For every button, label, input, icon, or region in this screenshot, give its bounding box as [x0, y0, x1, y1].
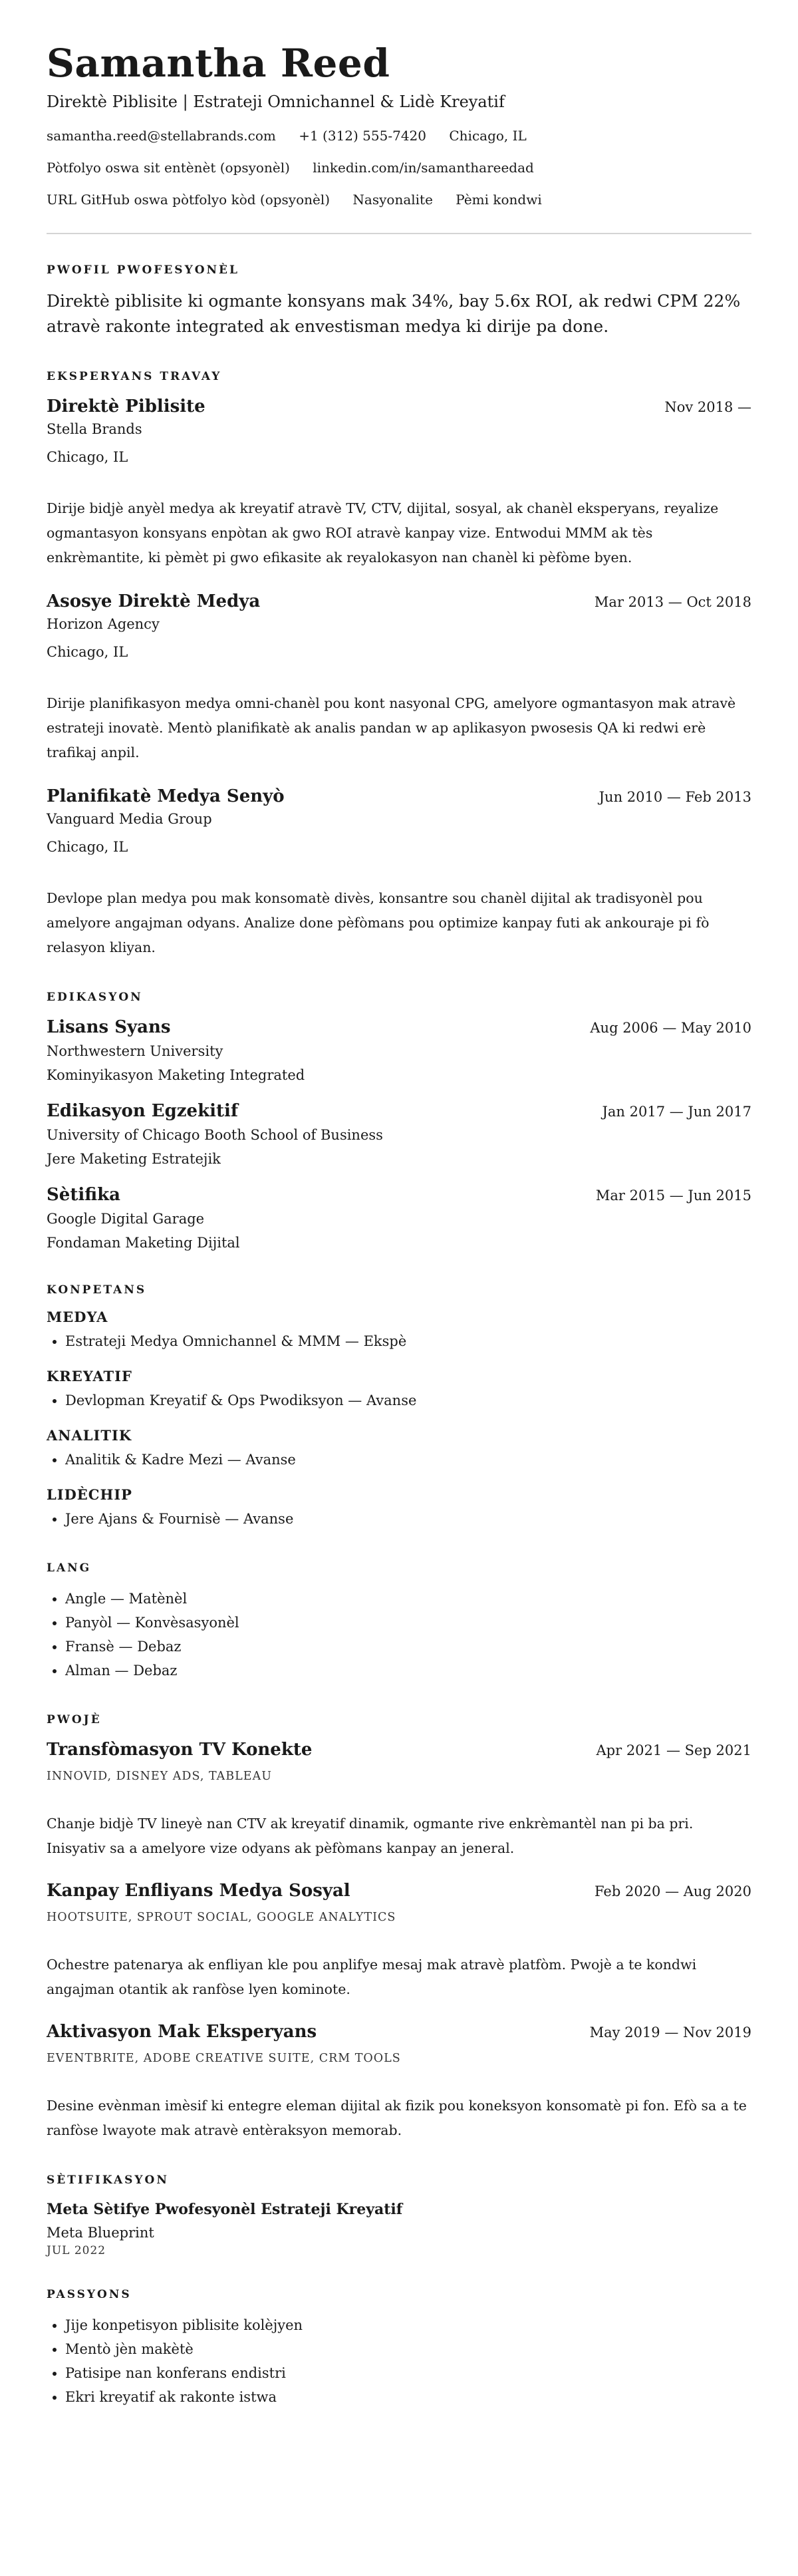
- job-title: Asosye Direktè Medya: [47, 591, 261, 611]
- education-entry: [47, 1016, 751, 1085]
- degree-title: Sètifika: [47, 1185, 120, 1205]
- resume-header: [47, 40, 751, 209]
- skills-section: [47, 1283, 751, 1531]
- project-date: Apr 2021 — Sep 2021: [596, 1742, 751, 1758]
- job-date: Nov 2018 —: [664, 399, 751, 415]
- skill-group-title: KREYATIF: [47, 1368, 132, 1384]
- skill-list: [47, 1388, 751, 1412]
- projects-title: PWOJÈ: [47, 1713, 102, 1726]
- projects-section: [47, 1713, 751, 2143]
- skill-list: [47, 1507, 751, 1531]
- experience-title: EKSPERYANS TRAVAY: [47, 370, 222, 383]
- interests-section: [47, 2288, 751, 2409]
- job-location: Chicago, IL: [47, 839, 128, 855]
- project-tools: EVENTBRITE, ADOBE CREATIVE SUITE, CRM TOOLS: [47, 2052, 401, 2065]
- language-item: • Panyòl — Konvèsasyonèl: [65, 1611, 751, 1635]
- education-date: Aug 2006 — May 2010: [590, 1020, 751, 1036]
- email-link[interactable]: samantha.reed@stellabrands.com: [47, 128, 276, 144]
- education-title: EDIKASYON: [47, 991, 143, 1004]
- skills-title: KONPETANS: [47, 1283, 147, 1297]
- candidate-name: Samantha Reed: [47, 41, 390, 86]
- job-company: Vanguard Media Group: [47, 811, 212, 827]
- school-name: Northwestern University: [47, 1043, 223, 1059]
- job-description: Dirije bidjè anyèl medya ak kreyatif atravè TV, CTV, dijital, sosyal, ak chanèl eksperyans, reyalize ogmantasyon konsyans enpòtan ak gwo ROI atravè kanpay vize. Entwodui MMM ak tès enkrèmantite, ki pèmèt pi gwo efikasite ak reyalokasyon nan chanèl ki pèfòme byen.: [47, 500, 719, 565]
- linkedin-link[interactable]: linkedin.com/in/samanthareedad: [313, 160, 534, 176]
- project-entry: [47, 1879, 751, 2002]
- summary-text: Direktè piblisite ki ogmante konsyans mak 34%, bay 5.6x ROI, ak redwi CPM 22% atravè rakonte integrated ak envestisman medya ki dirije pa done.: [47, 291, 741, 336]
- language-item: • Angle — Matènèl: [65, 1587, 751, 1611]
- skill-item: • Analitik & Kadre Mezi — Avanse: [65, 1448, 751, 1472]
- education-date: Mar 2015 — Jun 2015: [595, 1188, 751, 1204]
- education-section: [47, 991, 751, 1253]
- job-entry: [47, 590, 751, 765]
- job-description: Dirije planifikasyon medya omni-chanèl pou kont nasyonal CPG, amelyore ogmantasyon mak atravè estrateji inovatè. Mentò planifikatè ak analis pandan w ap aplikasyon pwosesis QA ki redwi erè trafikaj anpil.: [47, 695, 736, 760]
- certifications-title: SÈTIFIKASYON: [47, 2174, 169, 2187]
- project-title: Kanpay Enfliyans Medya Sosyal: [47, 1881, 350, 1901]
- skill-group-title: LIDÈCHIP: [47, 1486, 132, 1503]
- phone-link[interactable]: +1 (312) 555-7420: [299, 128, 427, 144]
- field-of-study: Fondaman Maketing Dijital: [47, 1235, 240, 1251]
- project-tools: INNOVID, DISNEY ADS, TABLEAU: [47, 1770, 272, 1783]
- skill-group-title: ANALITIK: [47, 1427, 132, 1444]
- headline: Direktè Piblisite | Estrateji Omnichannel & Lidè Kreyatif: [47, 92, 505, 111]
- certification-issuer: Meta Blueprint: [47, 2225, 154, 2241]
- school-name: University of Chicago Booth School of Business: [47, 1127, 383, 1143]
- contact-row-2: [47, 158, 751, 177]
- degree-title: Lisans Syans: [47, 1017, 171, 1037]
- job-entry: [47, 785, 751, 960]
- job-company: Stella Brands: [47, 421, 142, 437]
- skill-item: • Jere Ajans & Fournisè — Avanse: [65, 1507, 751, 1531]
- certifications-section: [47, 2174, 751, 2257]
- education-entry: [47, 1100, 751, 1169]
- language-list: [47, 1587, 751, 1683]
- contact-row-1: [47, 126, 751, 145]
- project-date: May 2019 — Nov 2019: [589, 2024, 751, 2040]
- interest-item: • Mentò jèn makètè: [65, 2337, 751, 2361]
- language-item: • Alman — Debaz: [65, 1659, 751, 1683]
- project-description: Ochestre patenarya ak enfliyan kle pou anplifye mesaj mak atravè platfòm. Pwojè a te kondwi angajman otantik ak ranfòse lyen kominote.: [47, 1957, 697, 1997]
- project-tools: HOOTSUITE, SPROUT SOCIAL, GOOGLE ANALYTICS: [47, 1911, 396, 1924]
- project-title: Transfòmasyon TV Konekte: [47, 1740, 313, 1760]
- job-title: Direktè Piblisite: [47, 397, 205, 416]
- skill-item: • Estrateji Medya Omnichannel & MMM — Ekspè: [65, 1329, 751, 1353]
- language-item: • Fransè — Debaz: [65, 1635, 751, 1659]
- certification-entry: [47, 2199, 751, 2257]
- interest-item: • Patisipe nan konferans endistri: [65, 2361, 751, 2385]
- certification-name: Meta Sètifye Pwofesyonèl Estrateji Kreyatif: [47, 2201, 403, 2218]
- job-date: Mar 2013 — Oct 2018: [594, 594, 751, 610]
- interest-list: [47, 2313, 751, 2409]
- education-date: Jan 2017 — Jun 2017: [602, 1104, 751, 1120]
- location-text: Chicago, IL: [449, 128, 527, 144]
- interest-item: • Ekri kreyatif ak rakonte istwa: [65, 2385, 751, 2409]
- languages-section: [47, 1561, 751, 1683]
- job-date: Jun 2010 — Feb 2013: [598, 789, 751, 805]
- job-company: Horizon Agency: [47, 616, 160, 632]
- nationality-text: Nasyonalite: [352, 192, 433, 208]
- portfolio-link[interactable]: Pòtfolyo oswa sit entènèt (opsyonèl): [47, 160, 290, 176]
- skill-list: [47, 1448, 751, 1472]
- project-description: Chanje bidjè TV lineyè nan CTV ak kreyatif dinamik, ogmante rive enkrèmantèl nan pi ba pri. Inisyativ sa a amelyore vize odyans ak pèfòmans kanpay an jeneral.: [47, 1816, 694, 1856]
- experience-section: [47, 370, 751, 960]
- job-location: Chicago, IL: [47, 449, 128, 465]
- interests-title: PASSYONS: [47, 2288, 132, 2301]
- school-name: Google Digital Garage: [47, 1211, 205, 1227]
- permit-text: Pèmi kondwi: [456, 192, 542, 208]
- project-title: Aktivasyon Mak Eksperyans: [47, 2022, 317, 2042]
- summary-section: [47, 263, 751, 339]
- field-of-study: Jere Maketing Estratejik: [47, 1151, 221, 1167]
- project-description: Desine evènman imèsif ki entegre eleman dijital ak fizik pou koneksyon konsomatè pi fon. Efò sa a te ranfòse lwayote mak atravè entèraksyon memorab.: [47, 2098, 747, 2138]
- github-link[interactable]: URL GitHub oswa pòtfolyo kòd (opsyonèl): [47, 192, 331, 208]
- degree-title: Edikasyon Egzekitif: [47, 1101, 239, 1121]
- job-description: Devlope plan medya pou mak konsomatè divès, konsantre sou chanèl dijital ak tradisyonèl pou amelyore angajman odyans. Analize done pèfòmans pou optimize kanpay futi ak ankouraje pi fò relasyon kliyan.: [47, 890, 710, 955]
- certification-date: JUL 2022: [47, 2244, 106, 2257]
- interest-item: • Jije konpetisyon piblisite kolèjyen: [65, 2313, 751, 2337]
- field-of-study: Kominyikasyon Maketing Integrated: [47, 1067, 305, 1083]
- languages-title: LANG: [47, 1561, 92, 1575]
- header-divider: [47, 233, 751, 234]
- project-entry: [47, 2020, 751, 2143]
- skill-item: • Devlopman Kreyatif & Ops Pwodiksyon — Avanse: [65, 1388, 751, 1412]
- project-entry: [47, 1738, 751, 1861]
- job-location: Chicago, IL: [47, 644, 128, 660]
- skill-group-title: MEDYA: [47, 1309, 108, 1325]
- education-entry: [47, 1184, 751, 1253]
- skill-list: [47, 1329, 751, 1353]
- summary-title: PWOFIL PWOFESYONÈL: [47, 263, 239, 277]
- project-date: Feb 2020 — Aug 2020: [594, 1883, 751, 1899]
- job-title: Planifikatè Medya Senyò: [47, 786, 285, 806]
- contact-row-3: [47, 190, 751, 209]
- job-entry: [47, 395, 751, 570]
